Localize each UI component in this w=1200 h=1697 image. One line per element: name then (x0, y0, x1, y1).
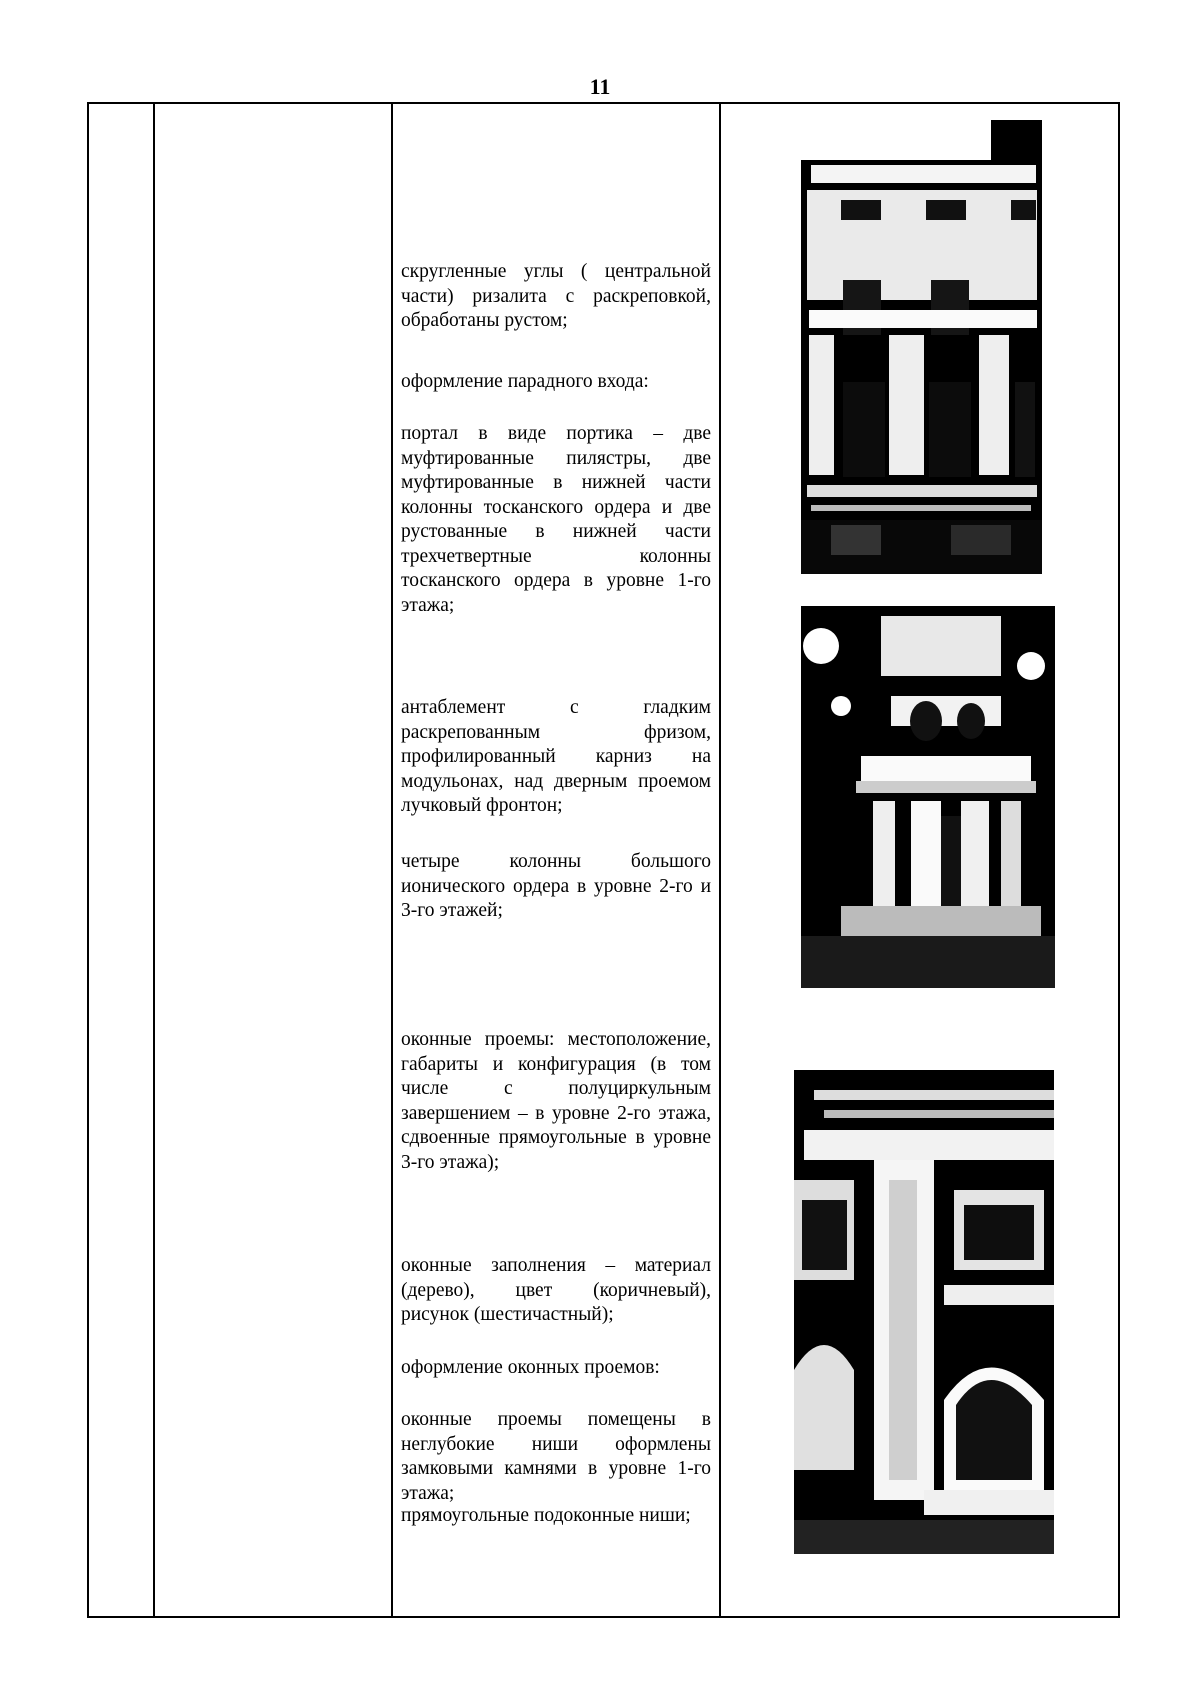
facade-upper-floors-photo (801, 120, 1042, 574)
column-divider-2 (391, 104, 393, 1616)
description-paragraph: прямоугольные подоконные ниши; (401, 1505, 691, 1526)
description-paragraph: портал в виде портика – две муфтированные пилястры, две муфтированные в нижней части колонны тосканского ордера и две рустованные в нижней части трехчетвертные колонны тосканского ордера в уровне 1-го этажа; (401, 423, 711, 616)
description-paragraph: скругленные углы ( центральной части) ризалита с раскреповкой, обработаны рустом; (401, 261, 711, 331)
page-number: 11 (589, 74, 611, 99)
description-paragraph: оформление парадного входа: (401, 371, 649, 392)
column-divider-1 (153, 104, 155, 1616)
subject-protection-table (87, 102, 1120, 1618)
description-paragraph: оформление оконных проемов: (401, 1357, 660, 1378)
description-paragraph: четыре колонны большого ионического ордера в уровне 2-го и 3-го этажей; (401, 851, 711, 921)
description-paragraph: оконные проемы: местоположение, габариты и конфигурация (в том числе с полуциркульным завершением – в уровне 2-го этажа, сдвоенные прямоугольные в уровне 3-го этажа); (401, 1029, 711, 1173)
column-divider-3 (719, 104, 721, 1616)
entrance-portico-photo (801, 606, 1055, 988)
description-paragraph: антаблемент с гладким раскрепованным фризом, профилированный карниз на модульонах, над дверным проемом лучковый фронтон; (401, 697, 711, 816)
description-paragraph: оконные проемы помещены в неглубокие ниши оформлены замковыми камнями в уровне 1-го этажа; (401, 1409, 711, 1504)
corner-windows-detail-photo (794, 1070, 1054, 1554)
description-paragraph: оконные заполнения – материал (дерево), цвет (коричневый), рисунок (шестичастный); (401, 1255, 711, 1325)
